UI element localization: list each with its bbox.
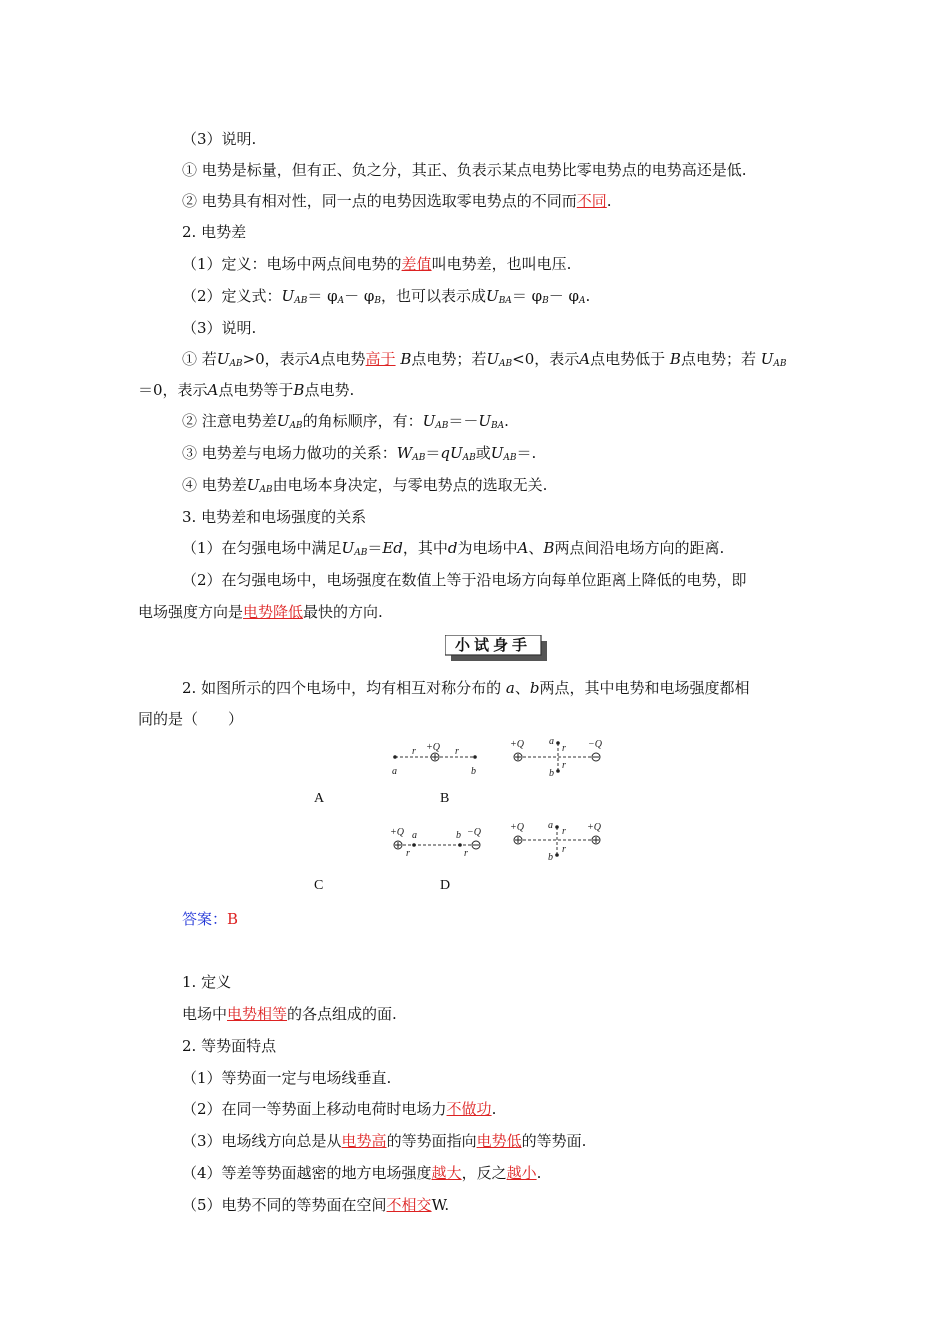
- question-stem-cont: 同的是（ ）: [138, 710, 244, 728]
- formula-line: （2）定义式：UAB＝ φA－ φB，也可以表示成UBA＝ φB－ φA.: [182, 287, 591, 306]
- label-plusQ: +Q: [510, 739, 524, 750]
- label-b: b: [471, 766, 476, 777]
- keyword-blank: 不同: [576, 192, 607, 210]
- keyword-blank: 电势高: [341, 1132, 387, 1150]
- badge-title: 小试身手: [454, 636, 531, 654]
- keyword-blank: 电势降低: [243, 603, 304, 621]
- feature-4: （4）等差等势面越密的地方电场强度越大，反之越小.: [182, 1164, 542, 1182]
- section-title: 3. 电势差和电场强度的关系: [182, 508, 367, 526]
- question-stem: 2. 如图所示的四个电场中，均有相互对称分布的 a、b两点，其中电势和电场强度都相: [182, 679, 750, 697]
- rule-3: ③ 电势差与电场力做功的关系：WAB＝qUAB或UAB＝.: [182, 444, 537, 463]
- label-plusQ: +Q: [390, 827, 404, 838]
- keyword-blank: 差值: [401, 255, 432, 273]
- relation-2-cont: 电场强度方向是电势降低最快的方向.: [138, 603, 383, 621]
- option-a-label: A: [314, 791, 325, 806]
- option-c-label: C: [314, 878, 324, 893]
- feature-2: （2）在同一等势面上移动电荷时电场力不做功.: [182, 1100, 497, 1118]
- note-heading: （3）说明.: [182, 319, 257, 337]
- answer-label: 答案：: [182, 910, 228, 928]
- feature-5: （5）电势不同的等势面在空间不相交W.: [182, 1196, 450, 1214]
- paragraph-relativity: ② 电势具有相对性，同一点的电势因选取零电势点的不同而不同.: [182, 192, 612, 210]
- keyword-blank: 高于: [365, 350, 396, 368]
- label-minusQ: −Q: [467, 827, 481, 838]
- label-r: r: [562, 826, 566, 837]
- diagram-d: [510, 820, 602, 863]
- label-b: b: [548, 852, 553, 863]
- feature-1: （1）等势面一定与电场线垂直.: [182, 1069, 392, 1087]
- label-b: b: [549, 768, 554, 779]
- answer-value: B: [227, 910, 239, 928]
- label-a: a: [549, 736, 554, 747]
- section-title: 2. 电势差: [182, 223, 247, 241]
- rule-1: ① 若UAB>0，表示A点电势高于 B点电势；若UAB<0，表示A点电势低于 B点电势；若 UAB: [182, 350, 787, 369]
- point-a: [556, 741, 560, 745]
- definition-line: （1）定义：电场中两点间电势的差值叫电势差，也叫电压.: [182, 255, 572, 273]
- point-b: [473, 755, 477, 759]
- label-r: r: [562, 844, 566, 855]
- note-heading: （3）说明.: [182, 130, 257, 148]
- diagram-a: [392, 742, 477, 777]
- feature-3: （3）电场线方向总是从电势高的等势面指向电势低的等势面.: [182, 1132, 587, 1150]
- label-r: r: [562, 760, 566, 771]
- option-d-label: D: [440, 878, 451, 893]
- point-a: [555, 825, 559, 829]
- diagram-c: [390, 827, 482, 859]
- label-r: r: [406, 848, 410, 859]
- label-plusQ: +Q: [426, 742, 440, 753]
- point-b: [555, 853, 559, 857]
- keyword-blank: 不做功: [446, 1100, 492, 1118]
- section-title: 2. 等势面特点: [182, 1037, 277, 1055]
- point-a: [412, 843, 416, 847]
- label-a: a: [412, 830, 417, 841]
- label-r: r: [464, 848, 468, 859]
- keyword-blank: 不相交: [386, 1196, 432, 1214]
- label-minusQ: −Q: [588, 739, 602, 750]
- label-a: a: [548, 820, 553, 831]
- label-r: r: [412, 746, 416, 757]
- practice-badge: [445, 635, 547, 661]
- rule-4: ④ 电势差UAB由电场本身决定，与零电势点的选取无关.: [182, 476, 548, 495]
- diagram-b: [510, 736, 603, 779]
- keyword-blank: 电势相等: [227, 1005, 288, 1023]
- definition-line: 电场中电势相等的各点组成的面.: [182, 1005, 397, 1023]
- paragraph-scalar: ① 电势是标量，但有正、负之分，其正、负表示某点电势比零电势点的电势高还是低.: [182, 161, 747, 179]
- field-diagrams: [380, 735, 620, 865]
- answer-line: [182, 909, 238, 929]
- relation-1: （1）在匀强电场中满足UAB＝Ed，其中d为电场中A、B两点间沿电场方向的距离.: [182, 539, 725, 558]
- point-b: [458, 843, 462, 847]
- keyword-blank: 越大: [431, 1164, 462, 1182]
- keyword-blank: 越小: [506, 1164, 537, 1182]
- relation-2: （2）在匀强电场中，电场强度在数值上等于沿电场方向每单位距离上降低的电势，即: [182, 571, 747, 589]
- rule-2: ② 注意电势差UAB的角标顺序，有：UAB＝－UBA.: [182, 412, 509, 431]
- option-b-label: B: [440, 791, 450, 806]
- label-a: a: [392, 766, 397, 777]
- point-a: [393, 755, 397, 759]
- label-b: b: [456, 830, 461, 841]
- label-plusQ: +Q: [587, 822, 601, 833]
- section-title: 1. 定义: [182, 973, 232, 991]
- rule-1-cont: ＝0，表示A点电势等于B点电势.: [138, 381, 355, 399]
- label-r: r: [455, 746, 459, 757]
- label-r: r: [562, 743, 566, 754]
- point-b: [556, 769, 560, 773]
- keyword-blank: 电势低: [476, 1132, 522, 1150]
- label-plusQ: +Q: [510, 822, 524, 833]
